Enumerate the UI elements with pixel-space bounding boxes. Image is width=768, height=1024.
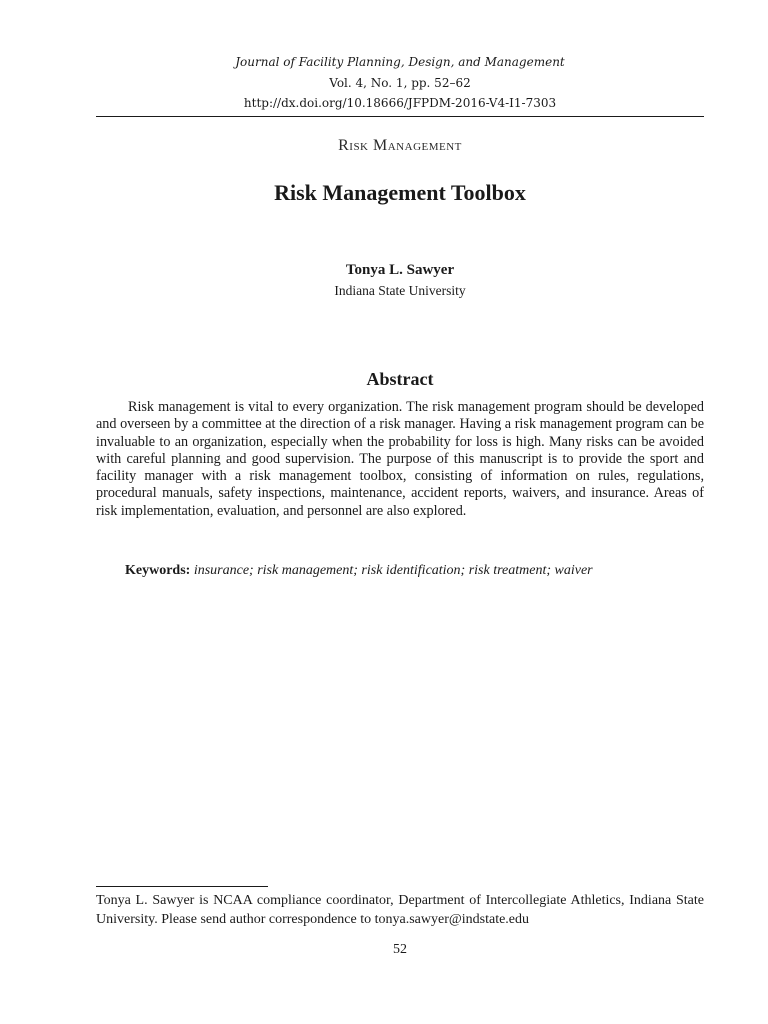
keywords — [125, 562, 705, 579]
author-name: Tonya L. Sawyer — [345, 262, 455, 278]
journal-header — [96, 52, 704, 114]
volume-info: Vol. 4, No. 1, pp. 52–62 — [329, 75, 471, 90]
footnote-divider — [96, 886, 268, 887]
journal-name: Journal of Facility Planning, Design, and Management — [235, 55, 565, 69]
article-title: Risk Management Toolbox — [274, 180, 526, 205]
keywords-list: insurance; risk management; risk identification; risk treatment; waiver — [193, 563, 593, 578]
abstract-heading: Abstract — [366, 369, 434, 389]
abstract-body: Risk management is vital to every organization. The risk management program should be developed and overseen by a committee at the direction of a risk manager. Having a risk management program can be invaluable to an organization, especially when the probability for loss is high. Many risks can be avoided with careful planning and good supervision. The purpose of this manuscript is to provide the sport and facility manager with a risk management toolbox, consisting of information on rules, regulations, procedural manuals, safety inspections, maintenance, accident reports, waivers, and insurance. Areas of risk implementation, evaluation, and personnel are also explored. — [96, 399, 704, 519]
keywords-label: Keywords: — [125, 563, 191, 578]
author-footnote: Tonya L. Sawyer is NCAA compliance coordinator, Department of Intercollegiate Athletics, Indiana State University. Please send author correspondence to tonya.sawyer@indstate.edu — [96, 893, 704, 927]
page-number: 52 — [393, 942, 407, 957]
section-label: Risk Management — [338, 137, 462, 154]
header-divider — [96, 116, 704, 117]
author-affiliation: Indiana State University — [334, 283, 466, 298]
doi-link[interactable]: http://dx.doi.org/10.18666/JFPDM-2016-V4-I1-7303 — [243, 96, 557, 110]
